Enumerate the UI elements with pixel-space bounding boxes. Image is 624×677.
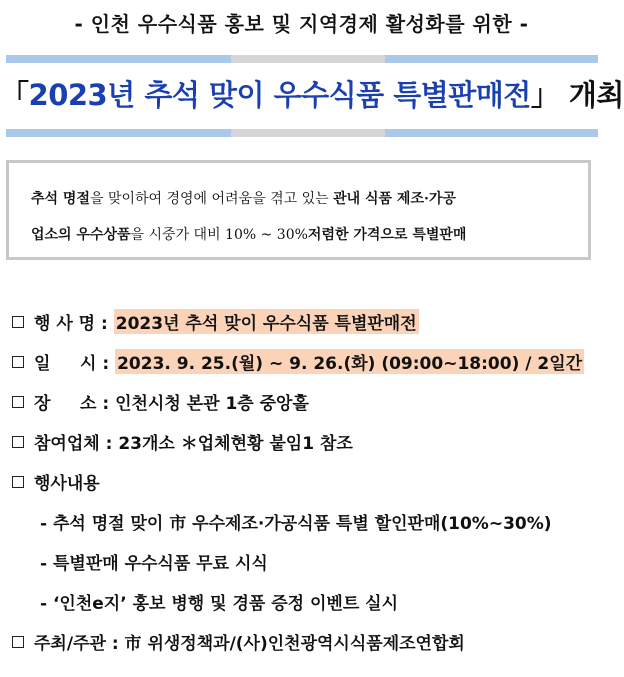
content-sub-item-2: - 특별판매 우수식품 무료 시식 <box>40 554 268 574</box>
summary-text-1: 을 맞이하여 경영에 어려움을 겪고 있는 <box>89 191 334 207</box>
title-open-bracket: 「 <box>0 78 29 112</box>
summary-text-2: 을 시중가 대비 10% ~ 30% <box>130 227 308 243</box>
document-subtitle: - 인천 우수식품 홍보 및 지역경제 활성화를 위한 - <box>74 12 529 36</box>
checkbox-square-icon <box>12 316 24 328</box>
item-value: 2023년 추석 맞이 우수식품 특별판매전 <box>114 309 419 334</box>
item-label: 행 사 명 : <box>34 314 108 334</box>
decorative-band-top <box>6 55 598 63</box>
checkbox-square-icon <box>12 476 24 488</box>
item-content <box>12 469 100 494</box>
item-host <box>12 629 465 654</box>
item-value: 市 위생정책과/(사)인천광역시식품제조연합회 <box>124 634 465 654</box>
item-value: 23개소 ＊업체현황 붙임1 참조 <box>118 434 353 454</box>
item-label: 주최/주관 : <box>34 634 119 654</box>
summary-bold-3: 업소의 우수상품 <box>31 227 131 243</box>
item-value: 2023. 9. 25.(월) ~ 9. 26.(화) (09:00~18:00) / 2일간 <box>115 349 584 374</box>
item-label: 일 시 : <box>34 354 110 374</box>
decorative-band-bottom <box>6 129 598 137</box>
title-main: 2023년 추석 맞이 우수식품 특별판매전 <box>28 78 531 112</box>
title-close: 」 개최 <box>530 78 624 112</box>
summary-line-1 <box>31 181 578 217</box>
summary-line-2 <box>31 217 578 253</box>
summary-bold-4: 저렴한 가격으로 특별판매 <box>307 227 467 243</box>
item-label: 행사내용 <box>34 474 100 494</box>
item-event-name <box>12 309 419 334</box>
item-label: 장 소 : <box>34 394 110 414</box>
summary-bold-1: 추석 명절 <box>31 191 90 207</box>
content-sub-item-3: - ‘인천e지’ 홍보 병행 및 경품 증정 이벤트 실시 <box>40 594 399 614</box>
checkbox-square-icon <box>12 356 24 368</box>
checkbox-square-icon <box>12 636 24 648</box>
content-sub-item-1: - 추석 명절 맞이 市 우수제조·가공식품 특별 할인판매(10%~30%) <box>40 514 552 534</box>
item-label: 참여업체 : <box>34 434 113 454</box>
item-datetime <box>12 349 584 374</box>
summary-box <box>6 160 591 260</box>
summary-bold-2: 관내 식품 제조·가공 <box>333 191 456 207</box>
item-value: 인천시청 본관 1층 중앙홀 <box>115 394 309 414</box>
document-title <box>0 73 624 114</box>
checkbox-square-icon <box>12 436 24 448</box>
item-participants <box>12 429 353 454</box>
checkbox-square-icon <box>12 396 24 408</box>
item-venue <box>12 389 309 414</box>
